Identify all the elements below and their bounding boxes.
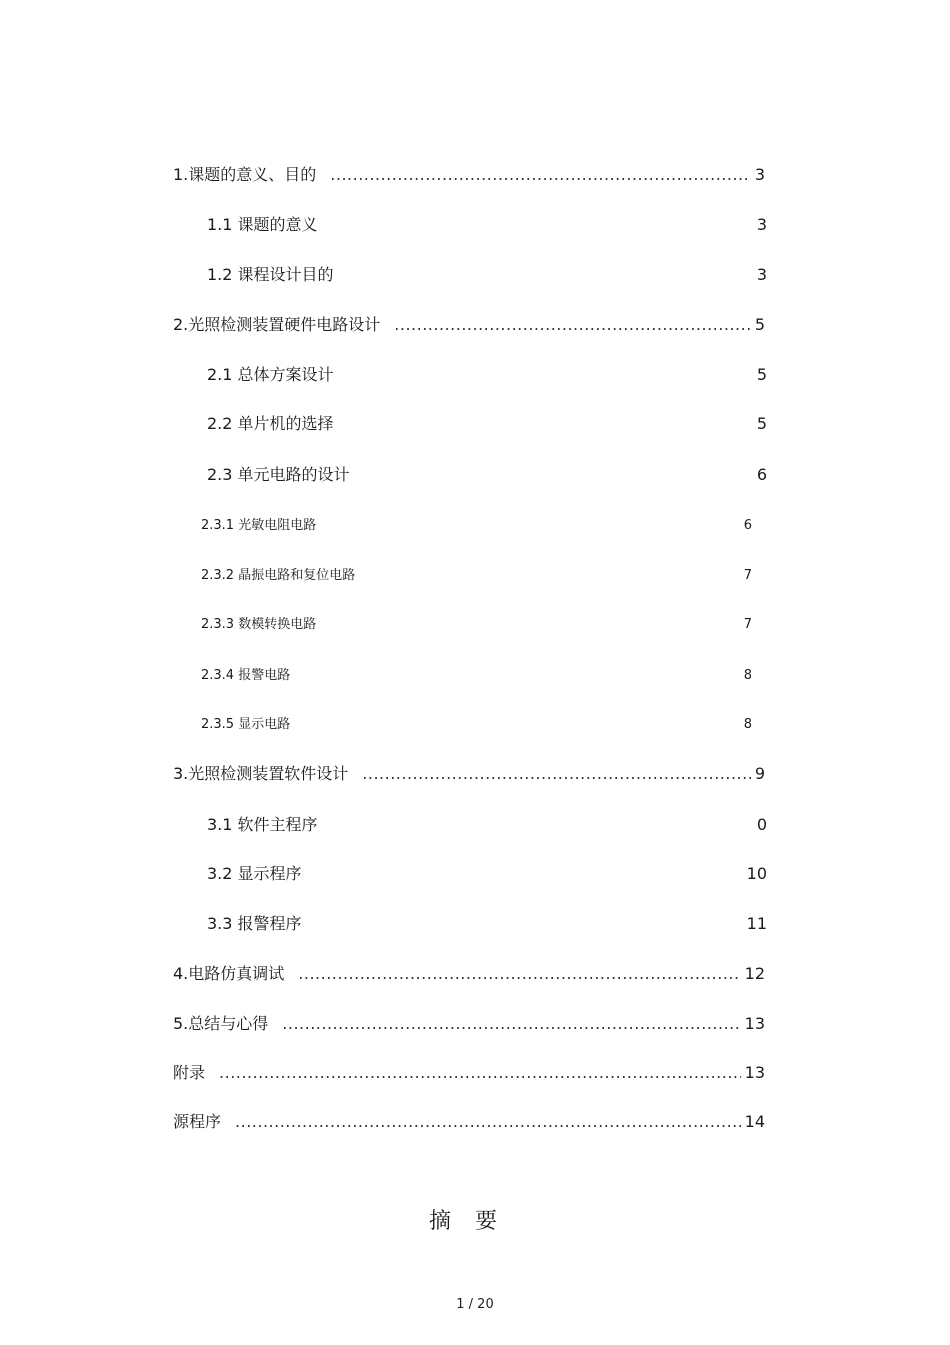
toc-entry-page: 14 (744, 1112, 765, 1131)
toc-entry-title: 2.3.3 数模转换电路 (201, 617, 317, 632)
toc-entry-title: 源程序 (173, 1112, 222, 1131)
toc-entry-title: 1.2 课程设计目的 (207, 265, 334, 284)
toc-entry-page: 12 (744, 964, 765, 983)
dot-leader (282, 1014, 740, 1033)
toc-entry-page: 6 (743, 518, 752, 533)
toc-entry-page: 3 (756, 215, 767, 234)
toc-entry[interactable] (207, 362, 767, 385)
toc-entry-page: 7 (743, 568, 752, 583)
toc-entry-page: 7 (743, 617, 752, 632)
toc-entry-title: 5.总结与心得 (173, 1014, 269, 1033)
toc-entry[interactable] (201, 664, 752, 683)
toc-entry-page: 0 (756, 815, 767, 834)
toc-entry[interactable] (207, 911, 767, 934)
page-number-footer: 1 / 20 (456, 1297, 494, 1312)
toc-entry-page: 3 (754, 165, 765, 184)
toc-entry[interactable] (173, 1011, 765, 1034)
toc-entry[interactable] (207, 812, 767, 835)
toc-entry-title: 2.3.2 晶振电路和复位电路 (201, 568, 356, 583)
toc-entry[interactable] (207, 462, 767, 485)
toc-entry[interactable] (201, 613, 752, 632)
dot-leader (298, 964, 740, 983)
toc-entry[interactable] (173, 1109, 765, 1132)
dot-leader (394, 315, 751, 334)
toc-entry-title: 2.3.1 光敏电阻电路 (201, 518, 317, 533)
toc-entry-title: 3.光照检测装置软件设计 (173, 764, 349, 783)
toc-entry-title: 3.2 显示程序 (207, 864, 302, 883)
toc-entry-title: 1.1 课题的意义 (207, 215, 318, 234)
toc-entry-page: 5 (756, 414, 767, 433)
toc-entry-page: 8 (743, 668, 752, 683)
toc-entry[interactable] (207, 861, 767, 884)
toc-entry-title: 4.电路仿真调试 (173, 964, 285, 983)
toc-entry-page: 6 (756, 465, 767, 484)
dot-leader (235, 1112, 741, 1131)
toc-entry-title: 2.2 单片机的选择 (207, 414, 334, 433)
toc-entry-title: 2.光照检测装置硬件电路设计 (173, 315, 381, 334)
toc-entry-page: 3 (756, 265, 767, 284)
toc-entry-page: 13 (744, 1014, 765, 1033)
toc-entry-title: 附录 (173, 1063, 206, 1082)
toc-entry-title: 2.3.4 报警电路 (201, 668, 291, 683)
dot-leader (219, 1063, 741, 1082)
toc-entry[interactable] (207, 262, 767, 285)
toc-entry[interactable] (173, 312, 765, 335)
dot-leader (330, 165, 751, 184)
dot-leader (362, 764, 751, 783)
toc-entry-title: 2.3 单元电路的设计 (207, 465, 350, 484)
toc-entry-page: 11 (746, 914, 767, 933)
toc-entry[interactable] (201, 514, 752, 533)
toc-entry-page: 5 (754, 315, 765, 334)
abstract-heading: 摘要 (428, 1209, 521, 1234)
toc-entry[interactable] (173, 761, 765, 784)
toc-entry-title: 3.1 软件主程序 (207, 815, 318, 834)
toc-entry[interactable] (173, 961, 765, 984)
toc-entry[interactable] (201, 713, 752, 732)
toc-entry-title: 3.3 报警程序 (207, 914, 302, 933)
toc-entry[interactable] (173, 1060, 765, 1083)
toc-entry[interactable] (207, 212, 767, 235)
toc-entry-page: 5 (756, 365, 767, 384)
toc-entry-title: 1.课题的意义、目的 (173, 165, 317, 184)
toc-entry-page: 9 (754, 764, 765, 783)
toc-entry[interactable] (173, 162, 765, 185)
toc-entry-page: 10 (746, 864, 767, 883)
toc-entry[interactable] (207, 411, 767, 434)
toc-entry-title: 2.3.5 显示电路 (201, 717, 291, 732)
toc-entry-title: 2.1 总体方案设计 (207, 365, 334, 384)
toc-entry-page: 8 (743, 717, 752, 732)
toc-entry[interactable] (201, 564, 752, 583)
toc-entry-page: 13 (744, 1063, 765, 1082)
